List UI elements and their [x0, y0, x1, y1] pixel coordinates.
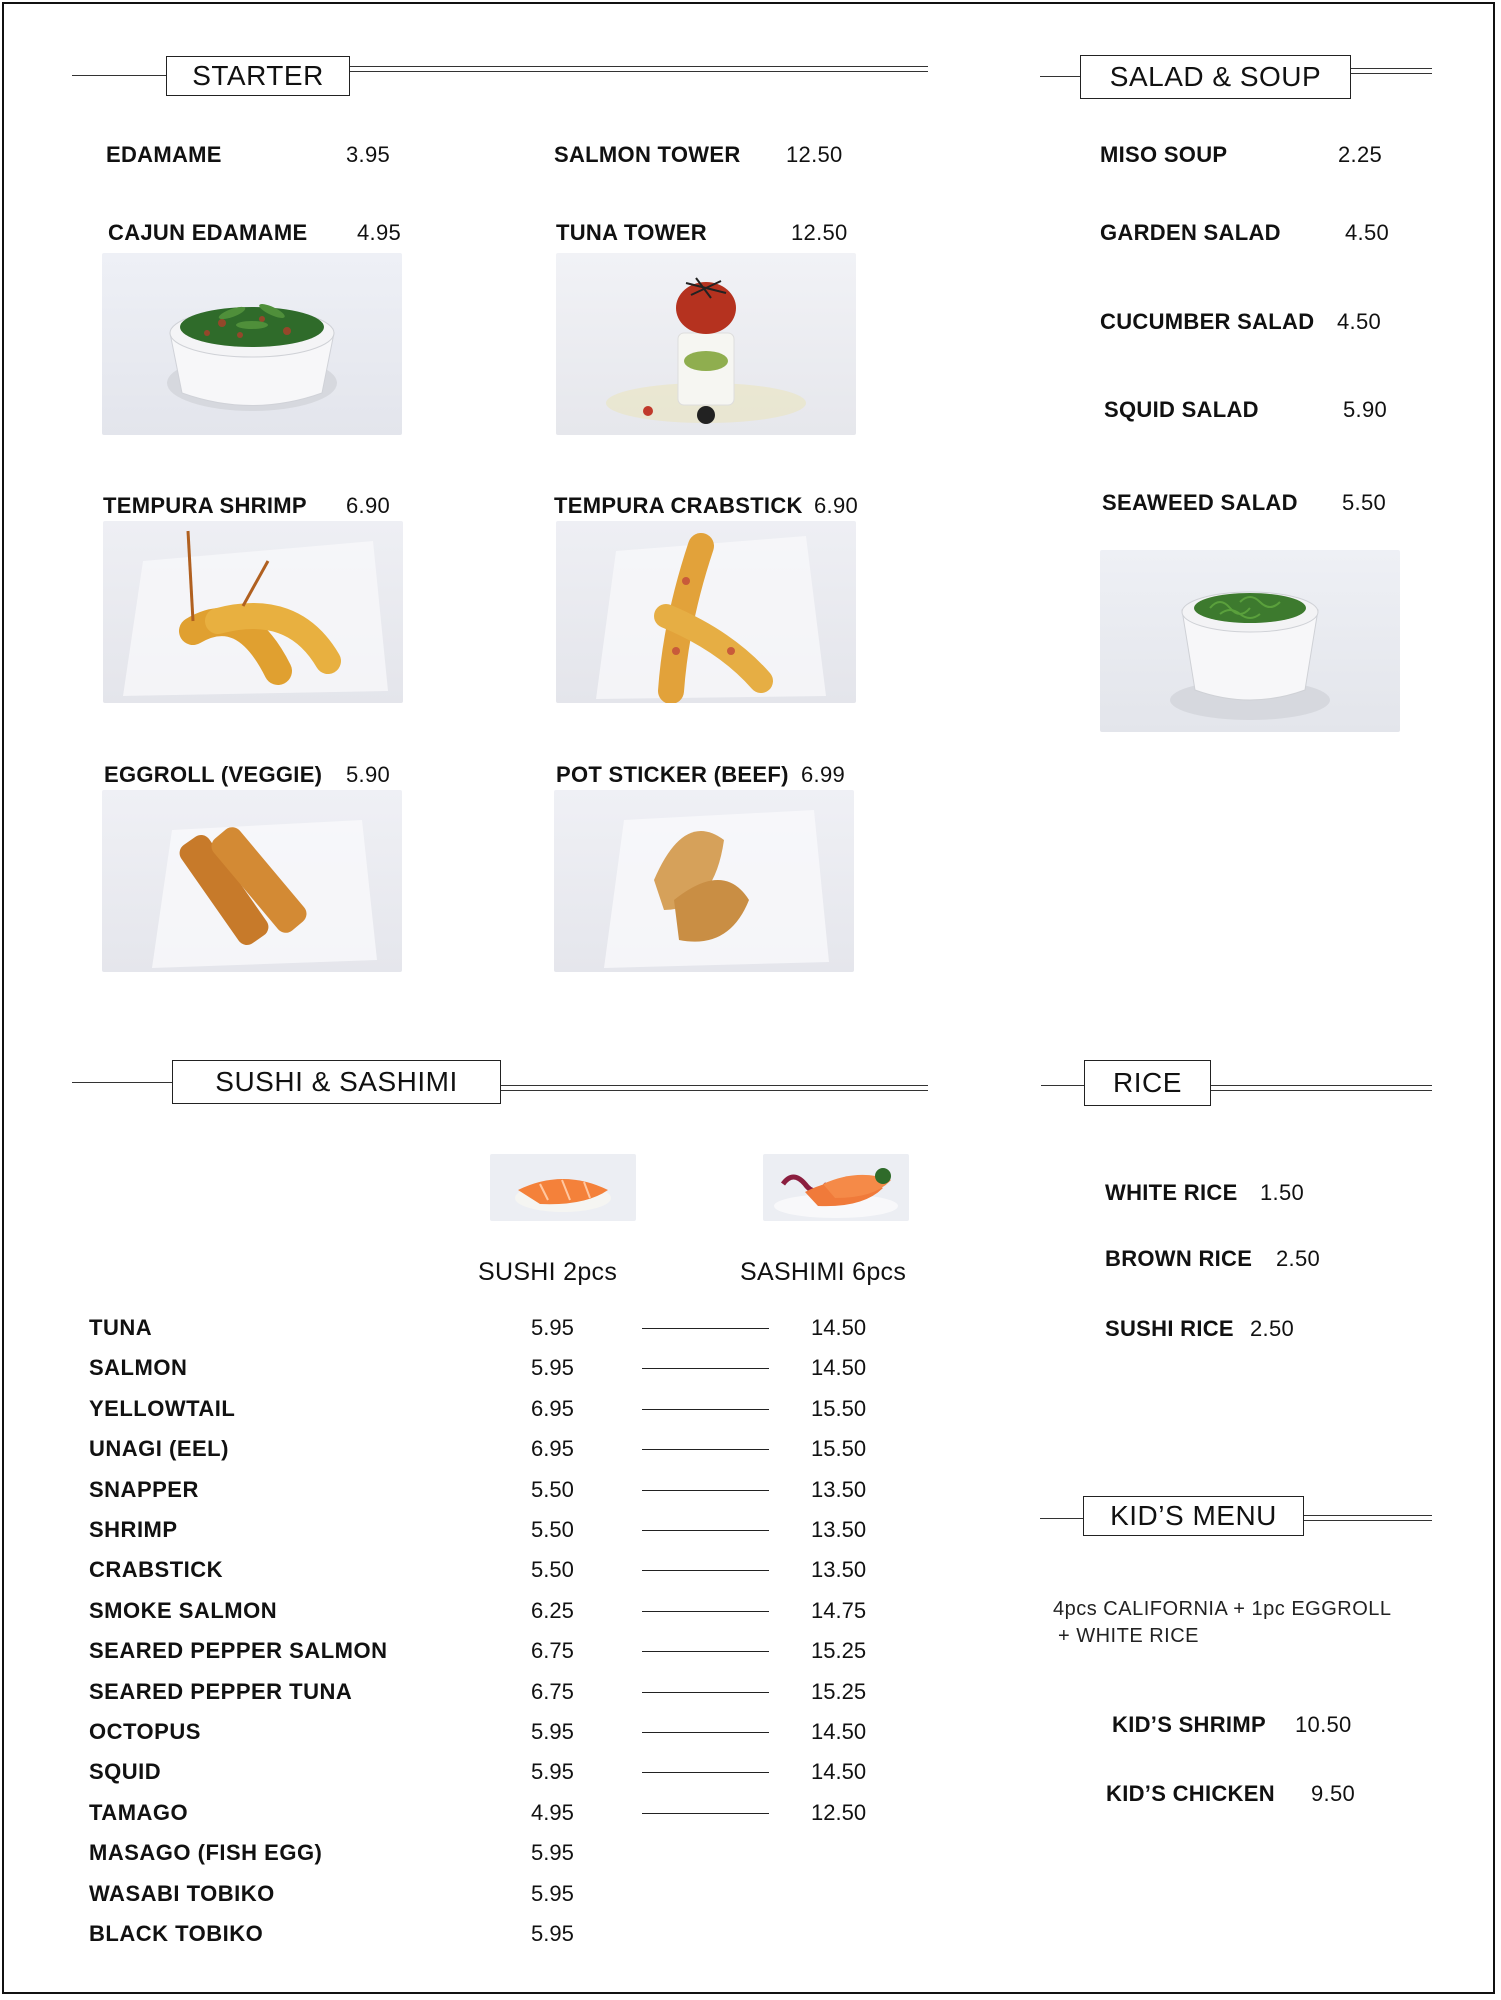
sushi-row-sushi-price: 6.95 [531, 1396, 574, 1421]
pot-sticker-image [554, 790, 854, 972]
sushi-row-sushi-price: 5.95 [531, 1921, 574, 1946]
item-kids-chicken: KID’S CHICKEN [1106, 1781, 1275, 1806]
starter-rule-right [350, 66, 928, 72]
sushi-row-sushi-price: 6.75 [531, 1679, 574, 1704]
sushi-row-dash [642, 1772, 769, 1773]
sushi-row-name: SEARED PEPPER SALMON [89, 1638, 388, 1663]
photo-sushi [490, 1154, 636, 1221]
sushi-row-name: OCTOPUS [89, 1719, 201, 1744]
price-salmon-tower: 12.50 [786, 142, 843, 167]
salad-rule-right [1350, 68, 1432, 74]
price-eggroll: 5.90 [346, 762, 391, 787]
sushi-row-sashimi-price: 13.50 [811, 1517, 867, 1542]
sushi-row-dash [642, 1732, 769, 1733]
sushi-row-sushi-price: 5.50 [531, 1517, 574, 1542]
price-tuna-tower: 12.50 [791, 220, 848, 245]
sushi-row-sushi-price: 6.95 [531, 1436, 574, 1461]
sushi-row-sashimi-price: 12.50 [811, 1800, 867, 1825]
sushi-row-sushi-price: 4.95 [531, 1800, 574, 1825]
sushi-row-name: MASAGO (FISH EGG) [89, 1840, 323, 1865]
sushi-row-sushi-price: 6.75 [531, 1638, 574, 1663]
price-sushi-rice: 2.50 [1250, 1316, 1295, 1341]
sushi-row-sushi-price: 5.95 [531, 1881, 574, 1906]
item-seaweed-salad: SEAWEED SALAD [1102, 490, 1298, 515]
item-pot-sticker: POT STICKER (BEEF) [556, 762, 789, 787]
item-eggroll: EGGROLL (VEGGIE) [104, 762, 323, 787]
sushi-row-name: BLACK TOBIKO [89, 1921, 264, 1946]
photo-tempura-shrimp [103, 521, 403, 703]
price-cajun-edamame: 4.95 [357, 220, 402, 245]
sushi-rule-right [500, 1085, 928, 1091]
price-kids-chicken: 9.50 [1311, 1781, 1356, 1806]
rice-header [1084, 1060, 1211, 1106]
sushi-row-sashimi-price: 14.50 [811, 1315, 867, 1340]
kids-rule-right [1302, 1515, 1432, 1521]
sushi-row-sushi-price: 5.50 [531, 1477, 574, 1502]
price-kids-shrimp: 10.50 [1295, 1712, 1352, 1737]
sushi-row-name: SQUID [89, 1759, 162, 1784]
item-cajun-edamame: CAJUN EDAMAME [108, 220, 308, 245]
sushi-row-dash [642, 1490, 769, 1491]
sushi-row-name: SALMON [89, 1355, 188, 1380]
sushi-row-dash [642, 1570, 769, 1571]
price-miso-soup: 2.25 [1338, 142, 1383, 167]
item-garden-salad: GARDEN SALAD [1100, 220, 1281, 245]
sushi-row-name: CRABSTICK [89, 1557, 224, 1582]
item-sushi-rice: SUSHI RICE [1105, 1316, 1234, 1341]
sushi-row-sushi-price: 6.25 [531, 1598, 574, 1623]
photo-seaweed-salad [1100, 550, 1400, 732]
item-tempura-shrimp: TEMPURA SHRIMP [103, 493, 307, 518]
sushi-row-name: TAMAGO [89, 1800, 189, 1825]
sushi-rule-left [72, 1082, 172, 1083]
sushi-row-sashimi-price: 14.50 [811, 1355, 867, 1380]
photo-cajun-edamame [102, 253, 402, 435]
eggroll-image [102, 790, 402, 972]
item-kids-shrimp: KID’S SHRIMP [1112, 1712, 1266, 1737]
sushi-row-dash [642, 1368, 769, 1369]
price-cucumber-salad: 4.50 [1337, 309, 1382, 334]
sushi-row-sashimi-price: 15.50 [811, 1436, 867, 1461]
sushi-row-dash [642, 1530, 769, 1531]
sushi-row-sushi-price: 5.95 [531, 1759, 574, 1784]
sushi-row-dash [642, 1651, 769, 1652]
sushi-row-sashimi-price: 14.75 [811, 1598, 867, 1623]
sushi-row-sushi-price: 5.95 [531, 1355, 574, 1380]
sushi-row-dash [642, 1449, 769, 1450]
sushi-row-sashimi-price: 15.25 [811, 1638, 867, 1663]
sushi-row-sashimi-price: 14.50 [811, 1719, 867, 1744]
sushi-row-name: SMOKE SALMON [89, 1598, 278, 1623]
photo-sashimi [763, 1154, 909, 1221]
kids-menu-header [1083, 1496, 1304, 1536]
price-brown-rice: 2.50 [1276, 1246, 1321, 1271]
item-squid-salad: SQUID SALAD [1104, 397, 1259, 422]
price-tempura-shrimp: 6.90 [346, 493, 391, 518]
sushi-row-sushi-price: 5.95 [531, 1840, 574, 1865]
photo-tempura-crabstick [556, 521, 856, 703]
photo-eggroll [102, 790, 402, 972]
sushi-row-name: SNAPPER [89, 1477, 199, 1502]
sushi-row-sashimi-price: 13.50 [811, 1477, 867, 1502]
sushi-row-dash [642, 1328, 769, 1329]
tempura-crabstick-image [556, 521, 856, 703]
tempura-shrimp-image [103, 521, 403, 703]
starter-header [166, 56, 350, 96]
item-miso-soup: MISO SOUP [1100, 142, 1228, 167]
sushi-row-sashimi-price: 14.50 [811, 1759, 867, 1784]
sushi-row-name: YELLOWTAIL [89, 1396, 236, 1421]
item-white-rice: WHITE RICE [1105, 1180, 1238, 1205]
item-tuna-tower: TUNA TOWER [556, 220, 707, 245]
sushi-row-name: SHRIMP [89, 1517, 178, 1542]
price-squid-salad: 5.90 [1343, 397, 1388, 422]
sashimi-column-label: SASHIMI 6pcs [740, 1258, 907, 1286]
sushi-column-label: SUSHI 2pcs [478, 1258, 618, 1286]
price-tempura-crabstick: 6.90 [814, 493, 859, 518]
sushi-row-name: TUNA [89, 1315, 153, 1340]
item-tempura-crabstick: TEMPURA CRABSTICK [554, 493, 803, 518]
sushi-row-sushi-price: 5.95 [531, 1719, 574, 1744]
sushi-row-sashimi-price: 15.25 [811, 1679, 867, 1704]
price-white-rice: 1.50 [1260, 1180, 1305, 1205]
sushi-image [490, 1154, 636, 1221]
salad-soup-header-text: SALAD & SOUP [1109, 61, 1322, 92]
kids-combo-line2: + WHITE RICE [1058, 1625, 1200, 1647]
sushi-row-name: UNAGI (EEL) [89, 1436, 229, 1461]
sushi-row-dash [642, 1409, 769, 1410]
seaweed-salad-image [1100, 550, 1400, 732]
salad-rule-left [1040, 76, 1080, 77]
kids-menu-header-text: KID’S MENU [1110, 1500, 1277, 1531]
photo-pot-sticker [554, 790, 854, 972]
kids-combo-line1: 4pcs CALIFORNIA + 1pc EGGROLL [1053, 1598, 1392, 1620]
sushi-row-sushi-price: 5.95 [531, 1315, 574, 1340]
sushi-row-sushi-price: 5.50 [531, 1557, 574, 1582]
sushi-row-name: SEARED PEPPER TUNA [89, 1679, 353, 1704]
starter-header-text: STARTER [192, 60, 324, 91]
sushi-row-dash [642, 1813, 769, 1814]
price-edamame: 3.95 [346, 142, 391, 167]
sushi-row-sashimi-price: 13.50 [811, 1557, 867, 1582]
sushi-row-dash [642, 1611, 769, 1612]
sashimi-image [763, 1154, 909, 1221]
sushi-row-sashimi-price: 15.50 [811, 1396, 867, 1421]
sushi-row-dash [642, 1692, 769, 1693]
price-seaweed-salad: 5.50 [1342, 490, 1387, 515]
sushi-sashimi-header-text: SUSHI & SASHIMI [215, 1066, 458, 1097]
price-pot-sticker: 6.99 [801, 762, 846, 787]
item-salmon-tower: SALMON TOWER [554, 142, 741, 167]
tuna-tower-image [556, 253, 856, 435]
starter-rule-left [72, 75, 166, 76]
sushi-row-name: WASABI TOBIKO [89, 1881, 275, 1906]
rice-header-text: RICE [1113, 1067, 1182, 1098]
salad-soup-header [1080, 55, 1351, 99]
item-brown-rice: BROWN RICE [1105, 1246, 1253, 1271]
rice-rule-left [1041, 1085, 1084, 1086]
item-edamame: EDAMAME [106, 142, 222, 167]
kids-rule-left [1040, 1518, 1083, 1519]
price-garden-salad: 4.50 [1345, 220, 1390, 245]
item-cucumber-salad: CUCUMBER SALAD [1100, 309, 1315, 334]
cajun-edamame-image [102, 253, 402, 435]
photo-tuna-tower [556, 253, 856, 435]
rice-rule-right [1210, 1085, 1432, 1091]
sushi-sashimi-header [172, 1060, 501, 1104]
